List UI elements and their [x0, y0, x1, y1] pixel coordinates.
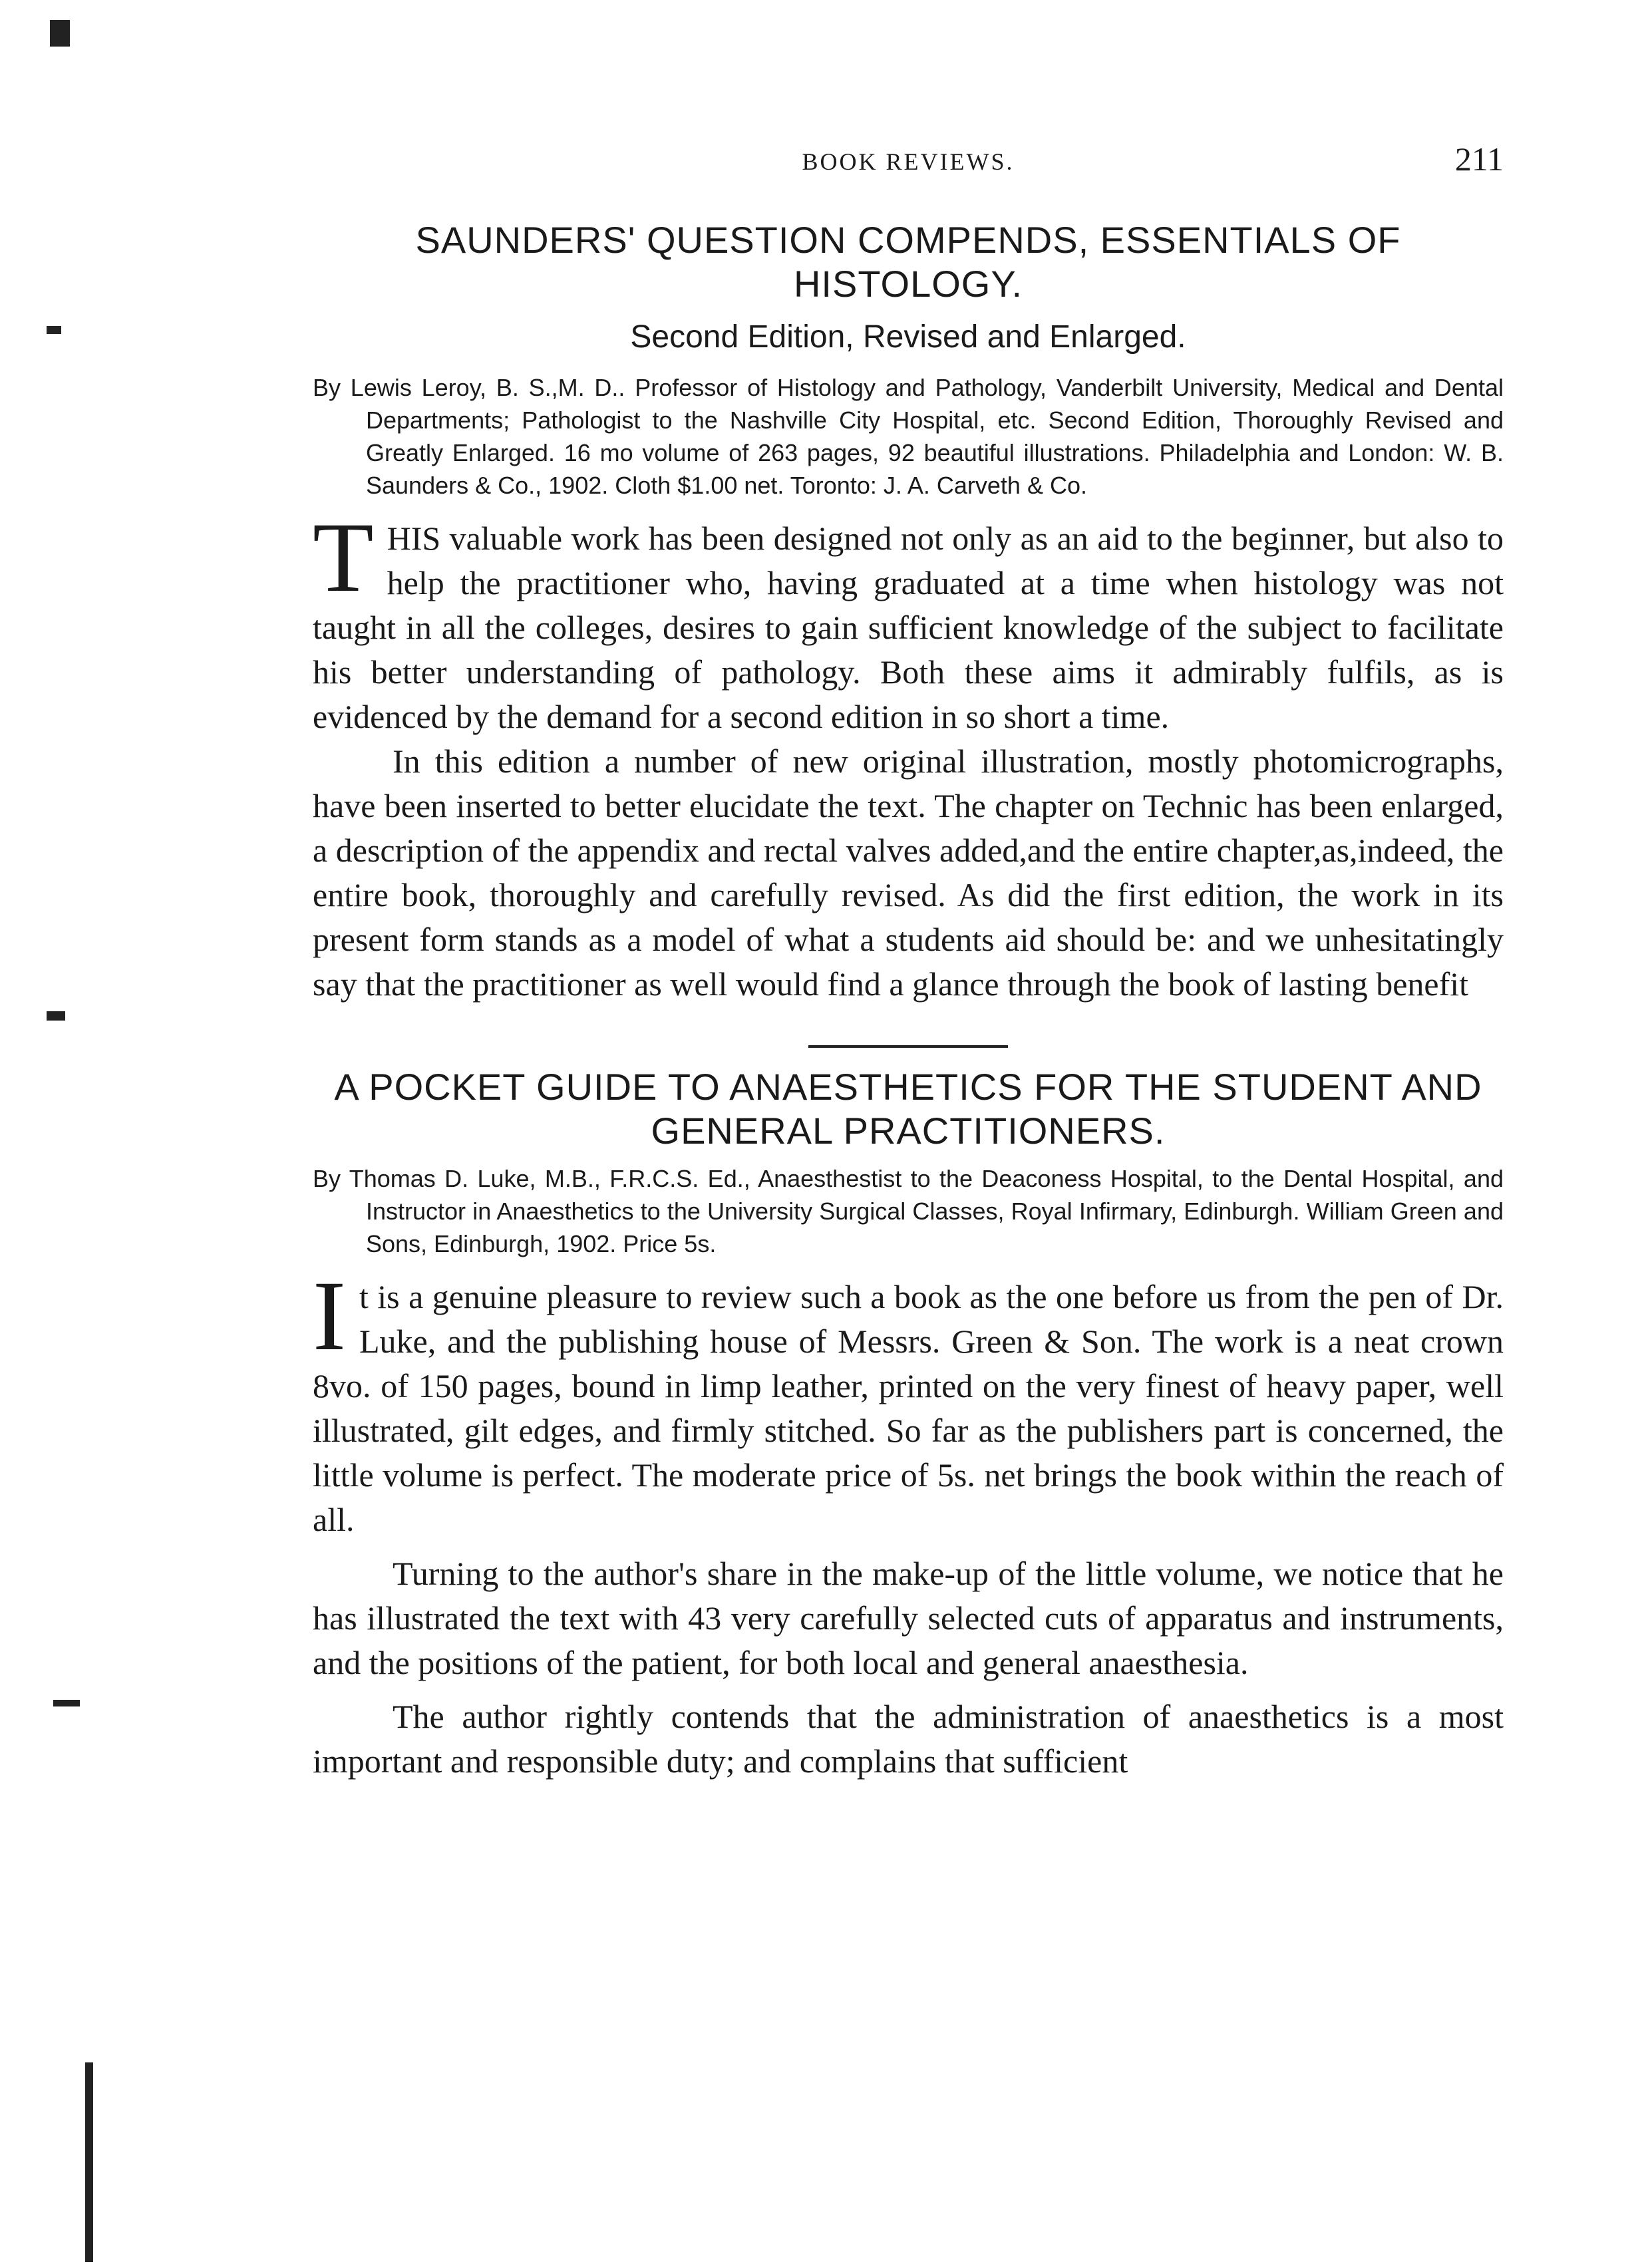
page-number: 211	[1454, 140, 1504, 178]
review-paragraph: Turning to the author's share in the make-up of the little volume, we notice that he has illustrated the text with 43 very carefully selected cuts of apparatus and instruments, and the positions of the patient, for both local and general anaesthesia.	[313, 1555, 1504, 1681]
scan-mark	[85, 2062, 93, 2262]
drop-cap: I	[313, 1261, 346, 1371]
review-paragraph: The author rightly contends that the administration of anaesthetics is a most important and responsible duty; and complains that sufficient	[313, 1698, 1504, 1780]
review-byline: By Thomas D. Luke, M.B., F.R.C.S. Ed., Anaesthestist to the Deaconess Hospital, to the Dental Hospital, and Instructor in Anaesthetics to the University Surgical Classes, Royal Infirmary, Edinburgh. William Green and Sons, Edinburgh, 1902. Price 5s.	[313, 1165, 1504, 1257]
page	[313, 140, 1504, 1784]
running-head	[313, 140, 1504, 180]
section-divider	[808, 1045, 1008, 1048]
scan-mark	[47, 326, 61, 334]
review-paragraph: In this edition a number of new original illustration, mostly photomicrographs, have been inserted to better elucidate the text. The chapter on Technic has been enlarged, a description of the appendix and rectal valves added,and the entire chapter,as,indeed, the entire book, thoroughly and carefully revised. As did the first edition, the work in its present form stands as a model of what a students aid should be: and we unhesitatingly say that the practitioner as well would find a glance through the book of lasting benefit	[313, 742, 1504, 1003]
review-title: SAUNDERS' QUESTION COMPENDS, ESSENTIALS OF HISTOLOGY.	[415, 219, 1401, 305]
scan-mark	[50, 20, 70, 47]
scan-mark	[53, 1700, 80, 1706]
running-head-title: BOOK REVIEWS.	[802, 148, 1015, 175]
review-byline: By Lewis Leroy, B. S.,M. D.. Professor of Histology and Pathology, Vanderbilt University, Medical and Dental Departments; Pathologist to the Nashville City Hospital, etc. Second Edition, Thoroughly Revised and Greatly Enlarged. 16 mo volume of 263 pages, 92 beautiful illustrations. Philadelphia and London: W. B. Saunders & Co., 1902. Cloth $1.00 net. Toronto: J. A. Carveth & Co.	[313, 374, 1504, 499]
review-paragraph: t is a genuine pleasure to review such a book as the one before us from the pen of Dr. Luke, and the publishing house of Messrs. Green & Son. The work is a neat crown 8vo. of 150 pages, bound in limp leather, printed on the very finest of heavy paper, well illustrated, gilt edges, and firmly stitched. So far as the publishers part is concerned, the little volume is perfect. The moderate price of 5s. net brings the book within the reach of all.	[313, 1278, 1504, 1538]
review-histology	[313, 218, 1504, 1007]
review-paragraph: HIS valuable work has been designed not only as an aid to the beginner, but also to help the practitioner who, having graduated at a time when histology was not taught in all the colleges, desires to gain sufficient knowledge of the subject to facilitate his better understanding of pathology. Both these aims it admirably fulfils, as is evidenced by the demand for a second edition in so short a time.	[313, 520, 1504, 735]
review-title: A POCKET GUIDE TO ANAESTHETICS FOR THE STUDENT AND GENERAL PRACTITIONERS.	[334, 1066, 1482, 1152]
review-subtitle: Second Edition, Revised and Enlarged.	[630, 319, 1186, 355]
drop-cap: T	[313, 502, 374, 613]
scan-mark	[47, 1011, 65, 1021]
review-anaesthetics	[313, 1065, 1504, 1784]
